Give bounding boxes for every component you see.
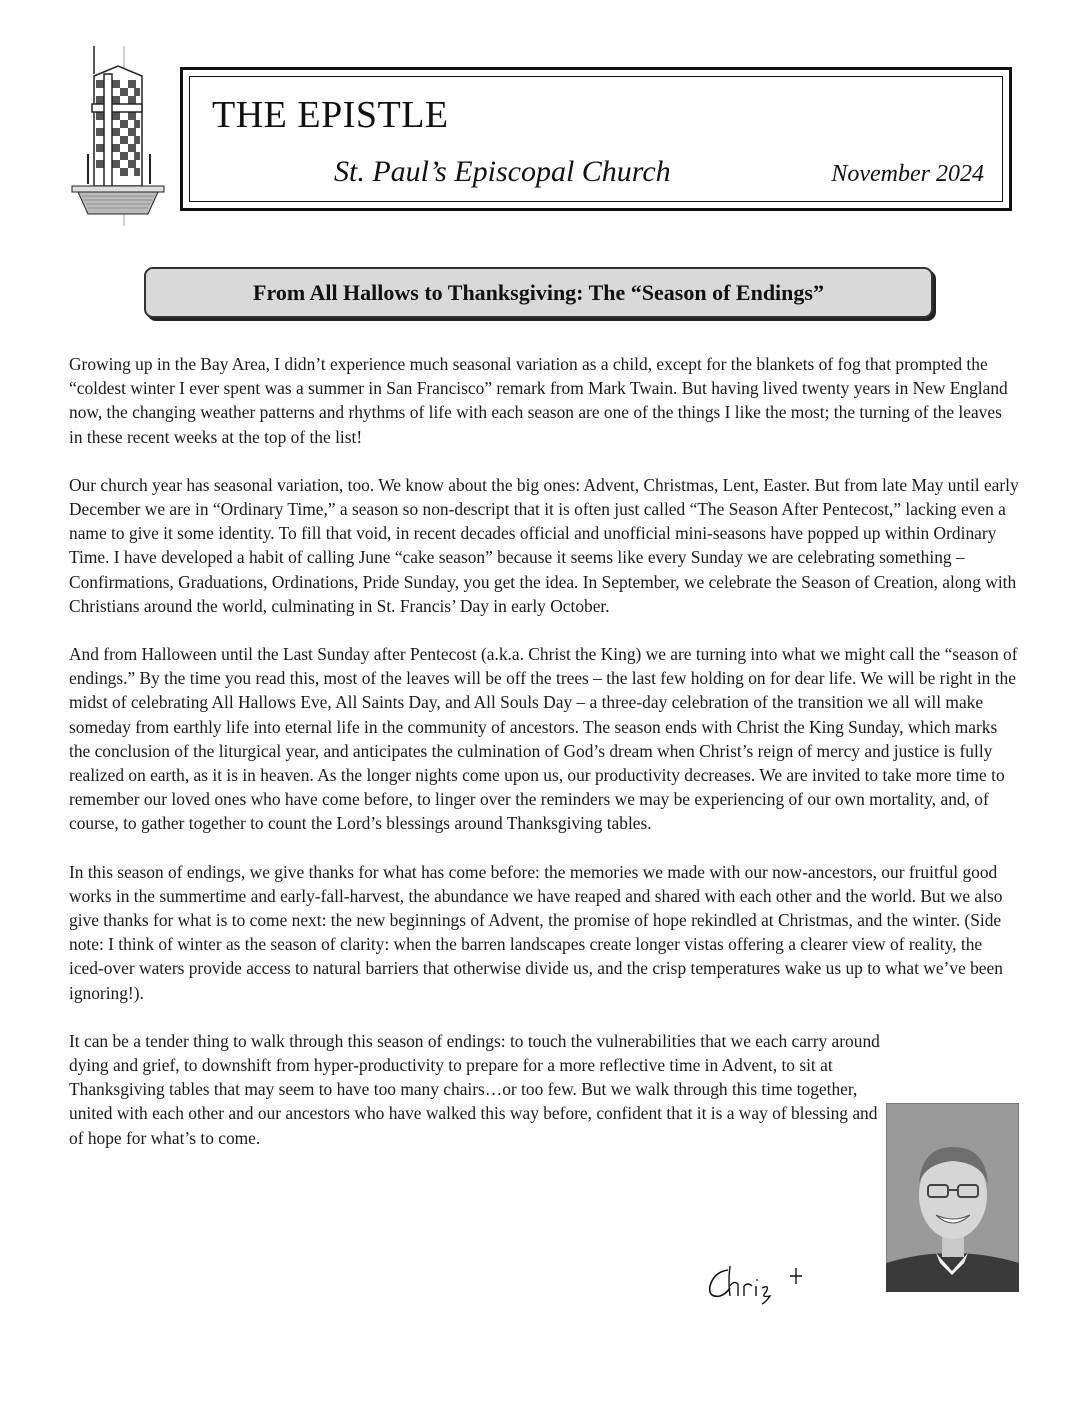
church-tower-logo: [70, 46, 166, 230]
masthead: [180, 67, 1012, 211]
church-name: St. Paul’s Episcopal Church: [334, 155, 671, 188]
headline-banner: [144, 267, 933, 318]
issue-date: November 2024: [831, 161, 984, 187]
article-paragraph: And from Halloween until the Last Sunday after Pentecost (a.k.a. Christ the King) we are turning into what we might call the “season of endings.” By the time you read this, most of the leaves will be off the trees – the last few holding on for dear life. We will be right in the midst of celebrating All Hallows Eve, All Saints Day, and All Souls Day – a three-day celebration of the transition we all will make someday from earthly life into eternal life in the community of ancestors. The season ends with Christ the King Sunday, which marks the conclusion of the liturgical year, and anticipates the culmination of God’s dream when Christ’s reign of mercy and justice is fully realized on earth, as it is in heaven. As the longer nights come upon us, our productivity decreases. We are invited to take more time to remember our loved ones who have come before, to linger over the reminders we may be experiencing of our own mortality, and, of course, to gather together to count the Lord’s blessings around Thanksgiving tables.: [69, 644, 1018, 834]
author-signature: [700, 1258, 840, 1308]
newsletter-title: THE EPISTLE: [212, 94, 449, 136]
author-photo: [886, 1103, 1019, 1292]
article-paragraph: Our church year has seasonal variation, too. We know about the big ones: Advent, Christmas, Lent, Easter. But from late May until early December we are in “Ordinary Time,” a season so non-descript that it is often just called “The Season After Pentecost,” lacking even a name to give it some identity. To fill that void, in recent decades official and unofficial mini-seasons have popped up within Ordinary Time. I have developed a habit of calling June “cake season” because it seems like every Sunday we are celebrating something – Confirmations, Graduations, Ordinations, Pride Sunday, you get the idea. In September, we celebrate the Season of Creation, along with Christians around the world, culminating in St. Francis’ Day in early October.: [69, 474, 1019, 616]
article-body: [69, 352, 1019, 1174]
article-paragraph: Growing up in the Bay Area, I didn’t experience much seasonal variation as a child, except for the blankets of fog that prompted the “coldest winter I ever spent was a summer in San Francisco” remark from Mark Twain. But having lived twenty years in New England now, the changing weather patterns and rhythms of life with each season are one of the things I like the most; the turning of the leaves in these recent weeks at the top of the list!: [69, 354, 1008, 447]
article-headline: From All Hallows to Thanksgiving: The “Season of Endings”: [253, 279, 824, 305]
masthead-inner-frame: [189, 76, 1003, 202]
article-paragraph: In this season of endings, we give thanks for what has come before: the memories we made with our now-ancestors, our fruitful good works in the summertime and early-fall-harvest, the abundance we have reaped and shared with each other and the world. But we also give thanks for what is to come next: the new beginnings of Advent, the promise of hope rekindled at Christmas, and the winter. (Side note: I think of winter as the season of clarity: when the barren landscapes create longer vistas offering a clearer view of reality, the iced-over waters provide access to natural barriers that otherwise divide us, and the crisp temperatures wake us up to what we’ve been ignoring!).: [69, 861, 1003, 1003]
article-paragraph: It can be a tender thing to walk through this season of endings: to touch the vulnerabilities that we each carry around dying and grief, to downshift from hyper-productivity to prepare for a more reflective time in Advent, to sit at Thanksgiving tables that may seem to have too many chairs…or too few. But we walk through this time together, united with each other and our ancestors who have walked this way before, confident that it is a way of blessing and of hope for what’s to come.: [69, 1030, 880, 1148]
